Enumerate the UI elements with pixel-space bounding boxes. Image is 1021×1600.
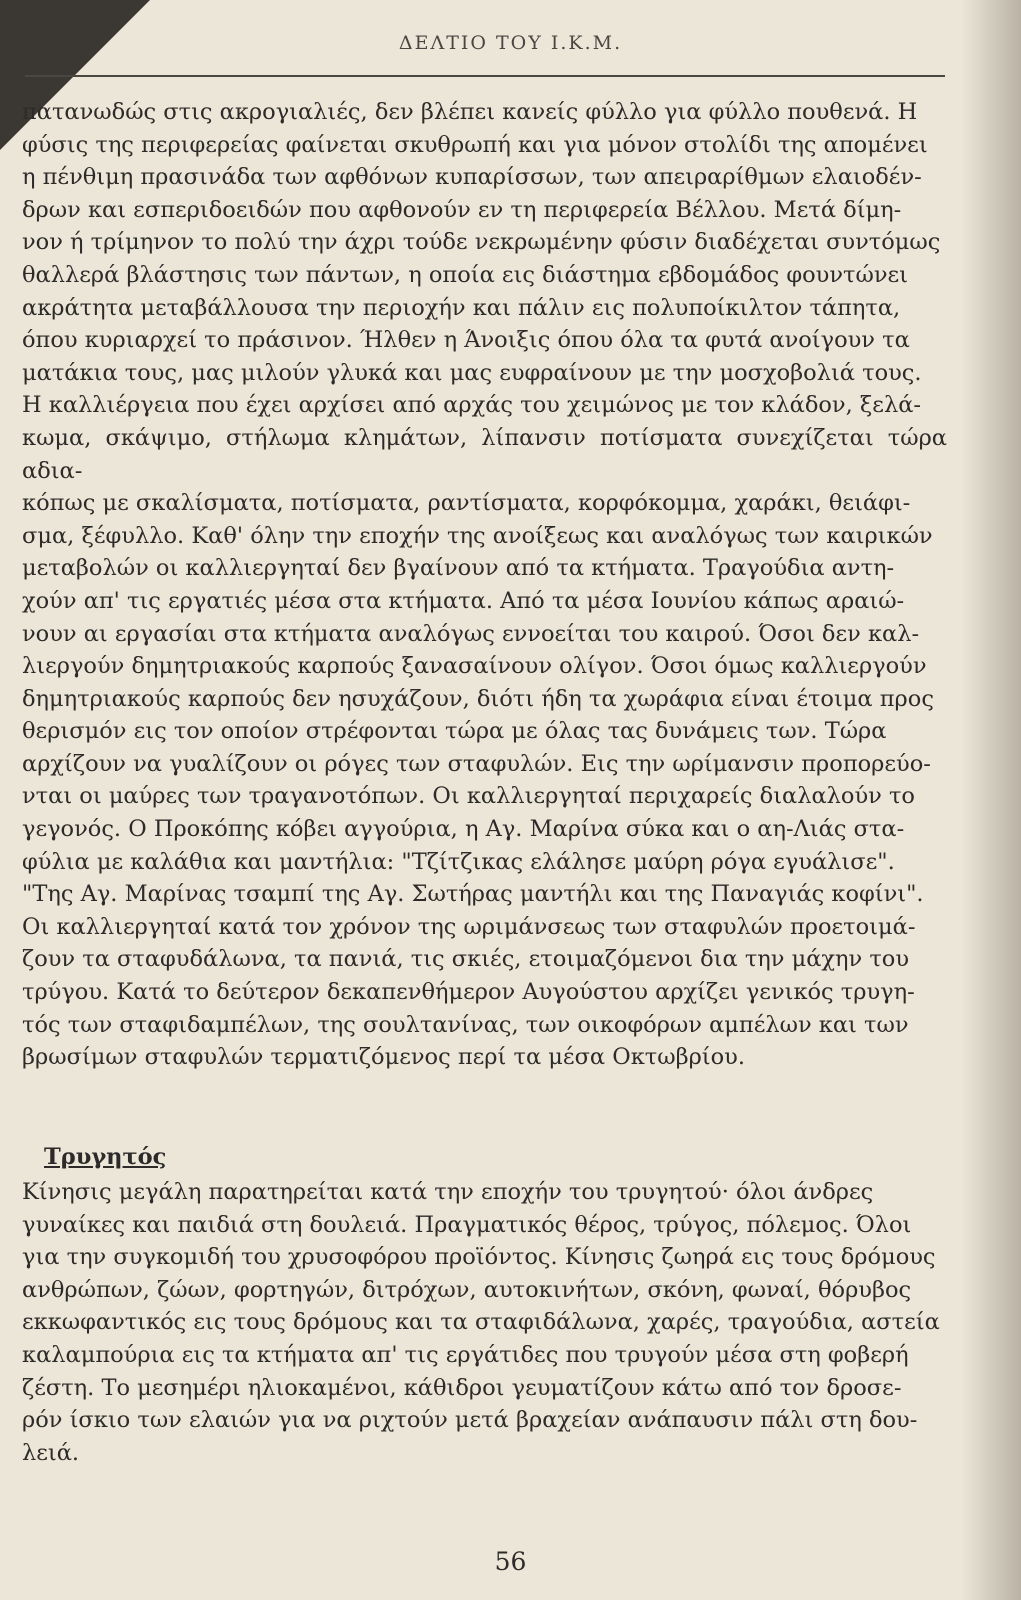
running-header: ΔΕΛΤΙΟ ΤΟΥ Ι.Κ.Μ. <box>398 32 623 54</box>
main-paragraph: πατανωδώς στις ακρογιαλιές, δεν βλέπει κανείς φύλλο για φύλλο πουθενά. Η φύσις της περιφερείας φαίνεται σκυθρωπή και για μόνον στολίδι της απομένει η πένθιμη πρασινάδα των αφθόνων κυπαρίσσων, των απειραρίθμων ελαιοδέν- δρων και εσπεριδοειδών που αφθονούν εν τη περιφερεία Βέλλου. Μετά δίμη- νον ή τρίμηνον το πολύ την άχρι τούδε νεκρωμένην φύσιν διαδέχεται συντόμως θαλλερά βλάστησις των πάντων, η οποία εις διάστημα εβδομάδος φουντώνει ακράτητα μεταβάλλουσα την περιοχήν και πάλιν εις πολυποίκιλτον τάπητα, όπου κυριαρχεί το πράσινον. Ήλθεν η Άνοιξις όπου όλα τα φυτά ανοίγουν τα ματάκια τους, μας μιλούν γλυκά και μας ευφραίνουν με την μοσχοβολιά τους. Η καλλιέργεια που έχει αρχίσει από αρχάς του χειμώνος με τον κλάδον, ξελά- κωμα, σκάψιμο, στήλωμα κλημάτων, λίπανσιν ποτίσματα συνεχίζεται τώρα αδια- κόπως με σκαλίσματα, ποτίσματα, ραντίσματα, κορφόκομμα, χαράκι, θειάφι- σμα, ξέφυλλο. Καθ' όλην την εποχήν της ανοίξεως και αναλόγως των καιρικών μεταβολών οι καλλιεργηταί δεν βγαίνουν από τα κτήματα. Τραγούδια αντη- χούν απ' τις εργατιές μέσα στα κτήματα. Από τα μέσα Ιουνίου κάπως αραιώ- νουν αι εργασίαι στα κτήματα αναλόγως εννοείται του καιρού. Όσοι δεν καλ- λιεργούν δημητριακούς καρπούς ξανασαίνουν ολίγον. Όσοι όμως καλλιεργούν δημητριακούς καρπούς δεν ησυχάζουν, διότι ήδη τα χωράφια είναι έτοιμα προς θερισμόν εις τον οποίον στρέφονται τώρα με όλας τας δυνάμεις των. Τώρα αρχίζουν να γυαλίζουν οι ρόγες των σταφυλών. Εις την ωρίμανσιν προπορεύο- νται οι μαύρες των τραγανοτόπων. Οι καλλιεργηταί περιχαρείς διαλαλούν το γεγονός. Ο Προκόπης κόβει αγγούρια, η Αγ. Μαρίνα σύκα και ο αη-Λιάς στα- φύλια με καλάθια και μαντήλια: "Τζίτζικας ελάλησε μαύρη ρόγα εγυάλισε". "Της Αγ. Μαρίνας τσαμπί της Αγ. Σωτήρας μαντήλι και της Παναγιάς κοφίνι". Οι καλλιεργηταί κατά τον χρόνον της ωριμάνσεως των σταφυλών προετοιμά- ζουν τα σταφυδάλωνα, τα πανιά, τις σκιές, ετοιμαζόμενοι δια την μάχην του τρύγου. Κατά το δεύτερον δεκαπενθήμερον Αυγούστου αρχίζει γενικός τρυγη- τός των σταφιδαμπέλων, της σουλτανίνας, των οικοφόρων αμπέλων και των βρωσίμων σταφυλών τερματιζόμενος περί τα μέσα Οκτωβρίου. <box>22 99 947 1071</box>
section-paragraph: Κίνησις μεγάλη παρατηρείται κατά την εποχήν του τρυγητού· όλοι άνδρες γυναίκες και παιδιά στη δουλειά. Πραγματικός θέρος, τρύγος, πόλεμος. Όλοι για την συγκομιδή του χρυσοφόρου προϊόντος. Κίνησις ζωηρά εις τους δρόμους ανθρώπων, ζώων, φορτηγών, διτρόχων, αυτοκινήτων, σκόνη, φωναί, θόρυβος εκκωφαντικός εις τους δρόμους και τα σταφιδάλωνα, χαρές, τραγούδια, αστεία καλαμπούρια εις τα κτήματα απ' τις εργάτιδες που τρυγούν μέσα στη φοβερή ζέστη. Το μεσημέρι ηλιοκαμένοι, κάθιδροι γευματίζουν κάτω από τον δροσε- ρόν ίσκιο των ελαιών για να ριχτούν μετά βραχείαν ανάπαυσιν πάλι στη δου- λειά. <box>22 1179 940 1466</box>
section-title: Τρυγητός <box>44 1144 167 1170</box>
header-rule <box>25 75 945 78</box>
page-number: 56 <box>494 1547 527 1576</box>
